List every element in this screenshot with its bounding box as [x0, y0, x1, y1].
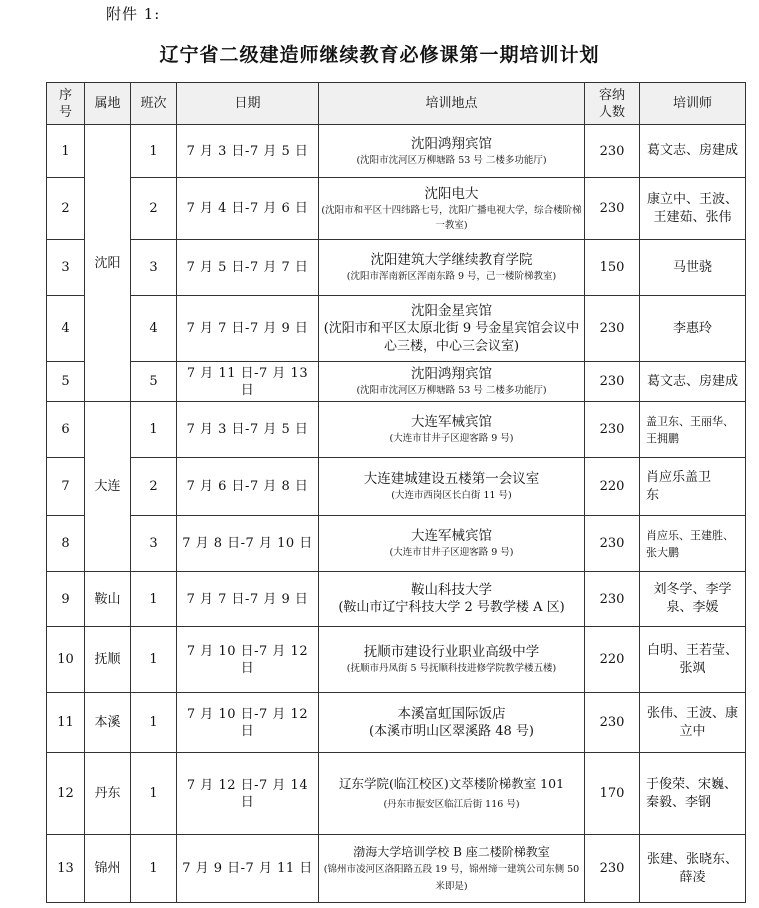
cell-class: 3 [131, 516, 177, 572]
cell-capacity: 220 [585, 627, 640, 693]
header-region: 属地 [85, 83, 131, 125]
table-row [47, 240, 746, 296]
cell-class: 1 [131, 125, 177, 178]
cell-date: 7 月 6 日-7 月 8 日 [177, 458, 319, 516]
table-row [47, 402, 746, 458]
cell-class: 4 [131, 296, 177, 362]
training-plan-table [46, 82, 746, 903]
cell-trainer: 张伟、王波、康立中 [640, 693, 746, 753]
location-name: 渤海大学培训学校 B 座二楼阶梯教室 [353, 844, 550, 859]
location-name: 沈阳建筑大学继续教育学院 [370, 252, 533, 268]
location-address: (沈阳市和平区太原北街 9 号金星宾馆会议中心三楼，中心三会议室) [323, 320, 580, 354]
cell-seq: 9 [47, 572, 85, 627]
cell-trainer: 葛文志、房建成 [640, 362, 746, 402]
cell-capacity: 230 [585, 178, 640, 240]
header-capacity: 容纳人数 [585, 83, 640, 125]
location-address: (鞍山市辽宁科技大学 2 号教学楼 A 区) [338, 600, 565, 615]
cell-seq: 10 [47, 627, 85, 693]
cell-class: 1 [131, 402, 177, 458]
cell-date: 7 月 7 日-7 月 9 日 [177, 572, 319, 627]
location-address: (大连市西岗区长白街 11 号) [391, 490, 512, 501]
cell-capacity: 220 [585, 458, 640, 516]
table-row [47, 572, 746, 627]
cell-region-anshan: 鞍山 [85, 572, 131, 627]
header-date: 日期 [177, 83, 319, 125]
cell-seq: 4 [47, 296, 85, 362]
table-row [47, 362, 746, 402]
cell-capacity: 230 [585, 516, 640, 572]
cell-location [319, 240, 585, 296]
cell-class: 1 [131, 627, 177, 693]
location-address: (丹东市振安区临江后街 116 号) [383, 799, 520, 810]
location-name: 大连建城建设五楼第一会议室 [363, 471, 540, 487]
cell-trainer: 李惠玲 [640, 296, 746, 362]
cell-seq: 6 [47, 402, 85, 458]
cell-location [319, 693, 585, 753]
cell-seq: 7 [47, 458, 85, 516]
cell-seq: 5 [47, 362, 85, 402]
location-name: 沈阳鸿翔宾馆 [411, 135, 492, 152]
location-address: (抚顺市丹凤街 5 号抚顺科技进修学院教学楼五楼) [346, 663, 557, 674]
cell-capacity: 230 [585, 125, 640, 178]
cell-location [319, 402, 585, 458]
header-trainer: 培训师 [640, 83, 746, 125]
location-address: (沈阳市浑南新区浑南东路 9 号，己一楼阶梯教室) [346, 271, 557, 282]
table-row [47, 693, 746, 753]
location-address: (本溪市明山区翠溪路 48 号) [369, 723, 534, 739]
cell-seq: 3 [47, 240, 85, 296]
cell-location [319, 125, 585, 178]
cell-trainer: 刘冬学、李学泉、李媛 [640, 572, 746, 627]
location-name: 本溪富虹国际饭店 [397, 705, 506, 722]
cell-trainer: 盖卫东、王丽华、王拥鹏 [640, 402, 746, 458]
location-address: (沈阳市和平区十四纬路七号，沈阳广播电视大学，综合楼阶梯一教室) [321, 204, 582, 231]
cell-seq: 8 [47, 516, 85, 572]
cell-region-shenyang: 沈阳 [85, 125, 131, 402]
table-row [47, 516, 746, 572]
cell-date: 7 月 12 日-7 月 14 日 [177, 753, 319, 835]
header-location: 培训地点 [319, 83, 585, 125]
location-address: (大连市甘井子区迎客路 9 号) [389, 433, 514, 444]
table-header-row [47, 83, 746, 125]
cell-region-dalian: 大连 [85, 402, 131, 572]
cell-class: 1 [131, 693, 177, 753]
cell-class: 1 [131, 753, 177, 835]
cell-location [319, 516, 585, 572]
cell-seq: 11 [47, 693, 85, 753]
cell-trainer: 马世骁 [640, 240, 746, 296]
cell-seq: 13 [47, 835, 85, 903]
cell-date: 7 月 10 日-7 月 12 日 [177, 627, 319, 693]
cell-capacity: 150 [585, 240, 640, 296]
cell-capacity: 170 [585, 753, 640, 835]
location-address: (沈阳市沈河区万柳塘路 53 号 二楼多功能厅) [356, 154, 547, 166]
cell-trainer: 葛文志、房建成 [640, 125, 746, 178]
cell-location [319, 296, 585, 362]
location-name: 大连军械宾馆 [411, 414, 492, 430]
cell-seq: 12 [47, 753, 85, 835]
cell-capacity: 230 [585, 362, 640, 402]
cell-region-jinzhou: 锦州 [85, 835, 131, 903]
cell-class: 1 [131, 835, 177, 903]
location-name: 抚顺市建设行业职业高级中学 [363, 644, 540, 660]
table-row [47, 178, 746, 240]
cell-class: 5 [131, 362, 177, 402]
cell-location [319, 572, 585, 627]
cell-capacity: 230 [585, 296, 640, 362]
cell-trainer: 肖应乐、王建胜、张大鹏 [640, 516, 746, 572]
cell-date: 7 月 5 日-7 月 7 日 [177, 240, 319, 296]
location-address: (沈阳市沈河区万柳塘路 53 号 二楼多功能厅) [356, 385, 547, 396]
table-row [47, 125, 746, 178]
cell-class: 2 [131, 458, 177, 516]
location-address: (大连市甘井子区迎客路 9 号) [389, 547, 514, 558]
cell-trainer: 于俊荣、宋巍、秦毅、李钢 [640, 753, 746, 835]
cell-capacity: 230 [585, 693, 640, 753]
cell-class: 3 [131, 240, 177, 296]
cell-region-dandong: 丹东 [85, 753, 131, 835]
document-title: 辽宁省二级建造师继续教育必修课第一期培训计划 [159, 44, 600, 66]
cell-date: 7 月 9 日-7 月 11 日 [177, 835, 319, 903]
cell-class: 2 [131, 178, 177, 240]
cell-trainer: 肖应乐盖卫东 [640, 458, 746, 516]
cell-class: 1 [131, 572, 177, 627]
location-name: 沈阳鸿翔宾馆 [411, 366, 492, 382]
cell-location [319, 178, 585, 240]
cell-date: 7 月 8 日-7 月 10 日 [177, 516, 319, 572]
cell-seq: 2 [47, 178, 85, 240]
cell-capacity: 230 [585, 572, 640, 627]
attachment-label: 附件 1: [106, 5, 161, 23]
location-name: 鞍山科技大学 [411, 582, 492, 598]
location-name: 大连军械宾馆 [411, 528, 492, 544]
cell-seq: 1 [47, 125, 85, 178]
location-name: 沈阳电大 [424, 185, 479, 202]
table-row [47, 753, 746, 835]
cell-date: 7 月 3 日-7 月 5 日 [177, 402, 319, 458]
location-name: 沈阳金星宾馆 [411, 302, 492, 319]
cell-date: 7 月 10 日-7 月 12 日 [177, 693, 319, 753]
cell-region-fushun: 抚顺 [85, 627, 131, 693]
table-row [47, 627, 746, 693]
cell-date: 7 月 4 日-7 月 6 日 [177, 178, 319, 240]
cell-region-benxi: 本溪 [85, 693, 131, 753]
cell-date: 7 月 7 日-7 月 9 日 [177, 296, 319, 362]
cell-date: 7 月 3 日-7 月 5 日 [177, 125, 319, 178]
cell-location [319, 458, 585, 516]
table-row [47, 835, 746, 903]
location-name: 辽东学院(临江校区)文萃楼阶梯教室 101 [338, 776, 565, 791]
cell-date: 7 月 11 日-7 月 13 日 [177, 362, 319, 402]
cell-location [319, 835, 585, 903]
location-address: (锦州市凌河区洛阳路五段 19 号，锦州缔一建筑公司东侧 50 米即是) [323, 863, 580, 892]
cell-trainer: 康立中、王波、王建茹、张伟 [640, 178, 746, 240]
table-row [47, 296, 746, 362]
header-class: 班次 [131, 83, 177, 125]
cell-trainer: 白明、王若莹、张飒 [640, 627, 746, 693]
cell-capacity: 230 [585, 402, 640, 458]
cell-capacity: 230 [585, 835, 640, 903]
cell-location [319, 362, 585, 402]
cell-trainer: 张建、张晓东、薛凌 [640, 835, 746, 903]
cell-location [319, 627, 585, 693]
cell-location [319, 753, 585, 835]
table-row [47, 458, 746, 516]
header-seq: 序号 [47, 83, 85, 125]
